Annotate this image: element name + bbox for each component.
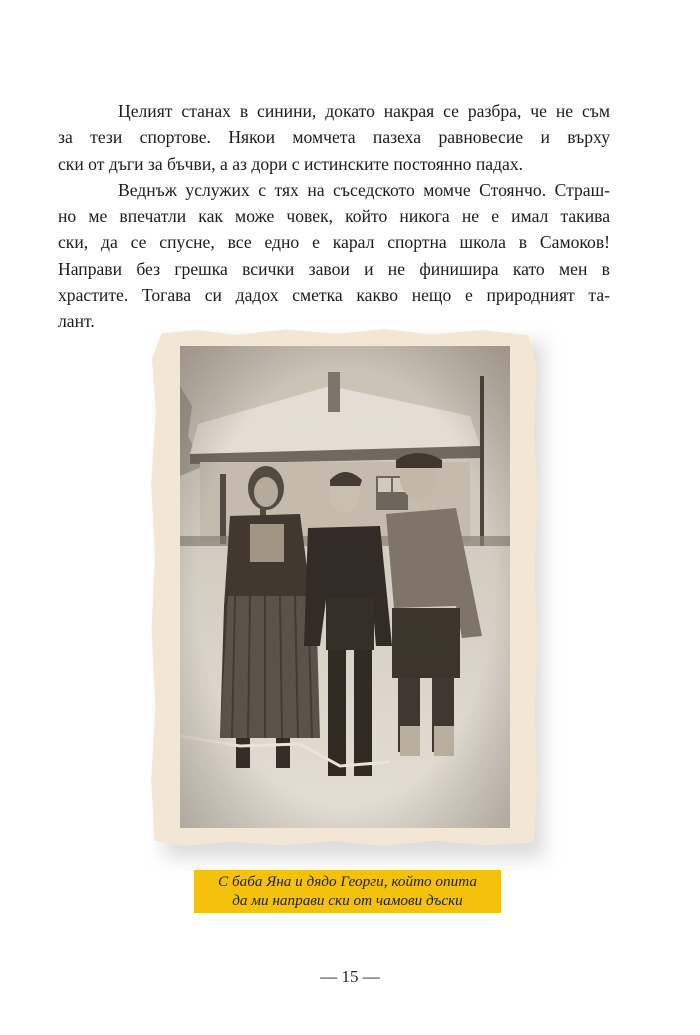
text-line: но ме впечатли как може човек, който никога не е имал такива xyxy=(58,206,610,227)
text-line: Направи без грешка всички завои и не финишира като мен в xyxy=(58,258,610,279)
text-line: ски от дъги за бъчви, а аз дори с истинските постоянно падах. xyxy=(58,153,524,174)
vintage-photo xyxy=(150,328,540,848)
photo-illustration xyxy=(180,346,510,828)
photo-caption xyxy=(194,872,501,910)
page-number: — 15 — xyxy=(320,967,380,986)
paragraph xyxy=(58,98,610,177)
text-line: Целият станах в синини, докато накрая се разбра, че не съм xyxy=(118,101,610,121)
text-line: Веднъж услужих с тях на съседското момче Стоянчо. Страш- xyxy=(118,179,610,200)
paragraph xyxy=(58,177,610,335)
text-line: лант. xyxy=(58,311,95,332)
text-line: за тези спортове. Някои момчета пазеха равновесие и върху xyxy=(58,127,610,148)
caption-line: С баба Яна и дядо Георги, който опита xyxy=(218,873,477,890)
text-line: храстите. Тогава си дадох сметка какво нещо е природният та- xyxy=(58,285,610,306)
body-text xyxy=(58,98,610,335)
family-photo-image xyxy=(180,346,510,828)
caption-line: да ми направи ски от чамови дъски xyxy=(232,892,463,909)
text-line: ски, да се спусне, все едно е карал спортна школа в Самоков! xyxy=(58,232,610,253)
